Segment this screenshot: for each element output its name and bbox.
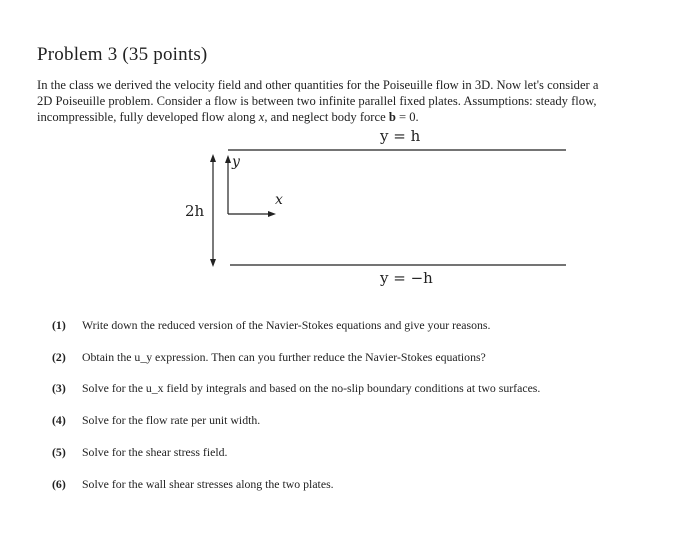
top-plate-label: y = h	[380, 127, 421, 145]
question-item: (5) Solve for the shear stress field.	[52, 445, 228, 459]
question-item: (6) Solve for the wall shear stresses along the two plates.	[52, 477, 334, 491]
x-axis-label: x	[275, 192, 283, 208]
statement-line-3: incompressible, fully developed flow along x, and neglect body force b = 0.	[37, 110, 419, 124]
statement-line-2: 2D Poiseuille problem. Consider a flow is between two infinite parallel fixed plates. Assumptions: steady flow,	[37, 94, 597, 108]
question-item: (4) Solve for the flow rate per unit width.	[52, 413, 261, 427]
statement-line-1: In the class we derived the velocity field and other quantities for the Poiseuille flow in 3D. Now let's consider a	[37, 78, 599, 92]
bottom-plate-label: y = −h	[380, 269, 433, 287]
problem-title: Problem 3 (35 points)	[37, 44, 208, 65]
gap-label: 2h	[185, 202, 205, 220]
question-item: (2) Obtain the u_y expression. Then can you further reduce the Navier-Stokes equations?	[52, 350, 486, 364]
question-item: (1) Write down the reduced version of the Navier-Stokes equations and give your reasons.	[52, 318, 491, 332]
question-item: (3) Solve for the u_x field by integrals and based on the no-slip boundary conditions at two surfaces.	[52, 381, 541, 395]
y-axis-label: y	[232, 154, 240, 170]
